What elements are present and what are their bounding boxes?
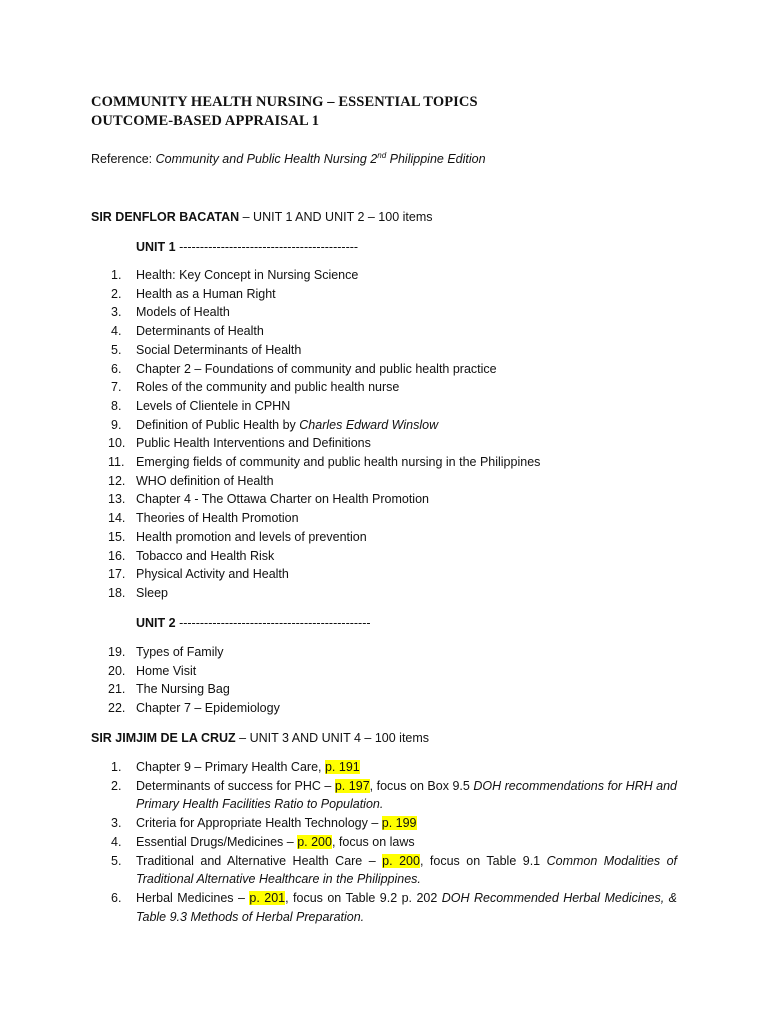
list-item [0,360,677,379]
list-item [0,453,677,472]
edition-superscript: nd [377,151,387,160]
list-item-text: Emerging fields of community and public health nursing in the Philippines [136,455,541,470]
list-item-text: Health: Key Concept in Nursing Science [136,268,359,282]
list-item-text: Health promotion and levels of prevention [136,529,367,544]
list-item [0,434,677,453]
title-line-1: COMMUNITY HEALTH NURSING – ESSENTIAL TOPICS [91,94,478,110]
list-number: 9. [111,417,122,432]
list-item [0,322,677,341]
list-number: 6. [111,890,122,905]
page-reference-highlight: p. 199 [381,816,417,831]
list-item-text: Sleep [136,585,168,600]
list-item [0,643,677,662]
list-item [0,285,677,304]
list-item-text: WHO definition of Health [136,473,274,488]
section2-heading [91,731,429,745]
list-number: 3. [111,816,122,831]
list-item-text: Definition of Public Health by [136,417,300,432]
list-item-text: Essential Drugs/Medicines – [136,834,298,849]
list-item-text: Chapter 9 – Primary Health Care, [136,760,325,774]
list-item [0,378,677,397]
page-reference-highlight: p. 191 [324,760,360,774]
page-reference-highlight: p. 197 [334,778,370,793]
list-item [0,416,677,435]
title-line-2: OUTCOME-BASED APPRAISAL 1 [91,113,320,129]
list-number: 10. [108,436,126,451]
list-item [0,397,677,416]
unit2-topic-list [0,643,768,718]
list-item [0,680,677,699]
list-number: 4. [111,324,122,339]
list-item-text: Public Health Interventions and Definitions [136,436,371,451]
reference-book-title: Community and Public Health Nursing 2nd Philippine Edition [155,151,486,167]
list-item-text: Health as a Human Right [136,286,276,301]
list-item [0,547,677,566]
list-number: 4. [111,834,122,849]
section2-scope: – UNIT 3 AND UNIT 4 – 100 items [235,731,430,745]
list-item-text: Determinants of success for PHC – [136,778,335,793]
unit2-heading: UNIT 2 ---------------------------------------------- [136,616,371,630]
list-item-italic: Charles Edward Winslow [299,417,439,432]
section2-instructor: SIR JIMJIM DE LA CRUZ [91,731,236,745]
section2-topic-list [0,758,768,926]
reference-label: Reference: [91,152,156,167]
list-item-text: , focus on Table 9.2 p. 202 [285,890,442,905]
list-item [0,889,677,926]
list-item [0,303,677,322]
list-number: 12. [108,473,126,488]
list-item-text: Tobacco and Health Risk [136,548,275,563]
list-item-text: Models of Health [136,305,230,320]
list-item-italic: Common Modalities of Traditional Alternative Healthcare in the Philippines. [136,853,677,887]
page-reference-highlight: p. 200 [297,834,332,849]
list-number: 13. [108,492,126,507]
list-number: 17. [108,567,126,582]
list-item-text: , focus on laws [331,834,415,849]
section1-scope: – UNIT 1 AND UNIT 2 – 100 items [239,210,433,224]
list-item-text: Criteria for Appropriate Health Technology – [136,816,382,831]
list-number: 1. [111,268,122,282]
list-number: 5. [111,853,122,868]
list-item-text: Chapter 4 - The Ottawa Charter on Health Promotion [136,492,429,507]
list-number: 3. [111,305,122,320]
list-item [0,814,677,833]
unit1-dashes: ------------------------------------------- [175,240,359,254]
list-item [0,565,677,584]
list-item-text: Theories of Health Promotion [136,511,299,526]
page-reference-highlight: p. 201 [249,890,286,905]
list-item [0,490,677,509]
list-item [0,584,677,603]
list-item-italic: DOH Recommended Herbal Medicines, & Table 9.3 Methods of Herbal Preparation. [136,890,677,924]
list-number: 21. [108,682,126,697]
list-number: 2. [111,286,122,301]
list-item-text: Home Visit [136,663,197,678]
list-item [0,699,677,718]
list-item-text: , focus on Table 9.1 [419,853,547,868]
list-item-text: Determinants of Health [136,324,264,339]
list-number: 6. [111,361,122,376]
list-number: 22. [108,701,126,716]
list-item [0,852,677,889]
unit1-topic-list [0,266,768,603]
list-number: 11. [108,455,125,470]
list-number: 2. [111,778,122,793]
list-item-text: Chapter 7 – Epidemiology [136,701,280,716]
unit2-dashes: ---------------------------------------------- [175,616,371,630]
list-item [0,662,677,681]
list-item-text: Herbal Medicines – [136,890,250,905]
list-item-text: Types of Family [136,645,224,659]
list-number: 8. [111,398,122,413]
section1-heading [91,210,433,224]
list-number: 7. [111,380,122,395]
section1-instructor: SIR DENFLOR BACATAN [91,210,240,224]
list-item-text: Physical Activity and Health [136,567,289,582]
page-reference-highlight: p. 200 [382,853,420,868]
list-item-text: , focus on Box 9.5 [369,778,474,793]
list-item [0,472,677,491]
list-number: 18. [108,585,126,600]
list-item-text: Roles of the community and public health nurse [136,380,400,395]
list-item [0,509,677,528]
list-number: 14. [108,511,126,526]
list-number: 20. [108,663,126,678]
list-item-text: The Nursing Bag [136,682,230,697]
list-number: 1. [111,760,122,774]
list-item-text: Traditional and Alternative Health Care – [136,853,383,868]
list-item [0,758,677,777]
unit1-heading: UNIT 1 ------------------------------------------- [136,240,359,254]
list-item-italic: DOH recommendations for HRH and Primary Health Facilities Ratio to Population. [136,778,678,812]
list-item [0,777,677,814]
list-number: 15. [108,529,126,544]
list-item [0,833,677,852]
list-item-text: Chapter 2 – Foundations of community and public health practice [136,361,497,376]
list-item-text: Social Determinants of Health [136,342,302,357]
list-number: 16. [108,548,126,563]
list-item [0,528,677,547]
list-item [0,341,677,360]
list-number: 19. [108,645,126,659]
list-item [0,266,677,285]
reference-line [91,151,486,166]
list-number: 5. [111,342,122,357]
list-item-text: Levels of Clientele in CPHN [136,398,291,413]
